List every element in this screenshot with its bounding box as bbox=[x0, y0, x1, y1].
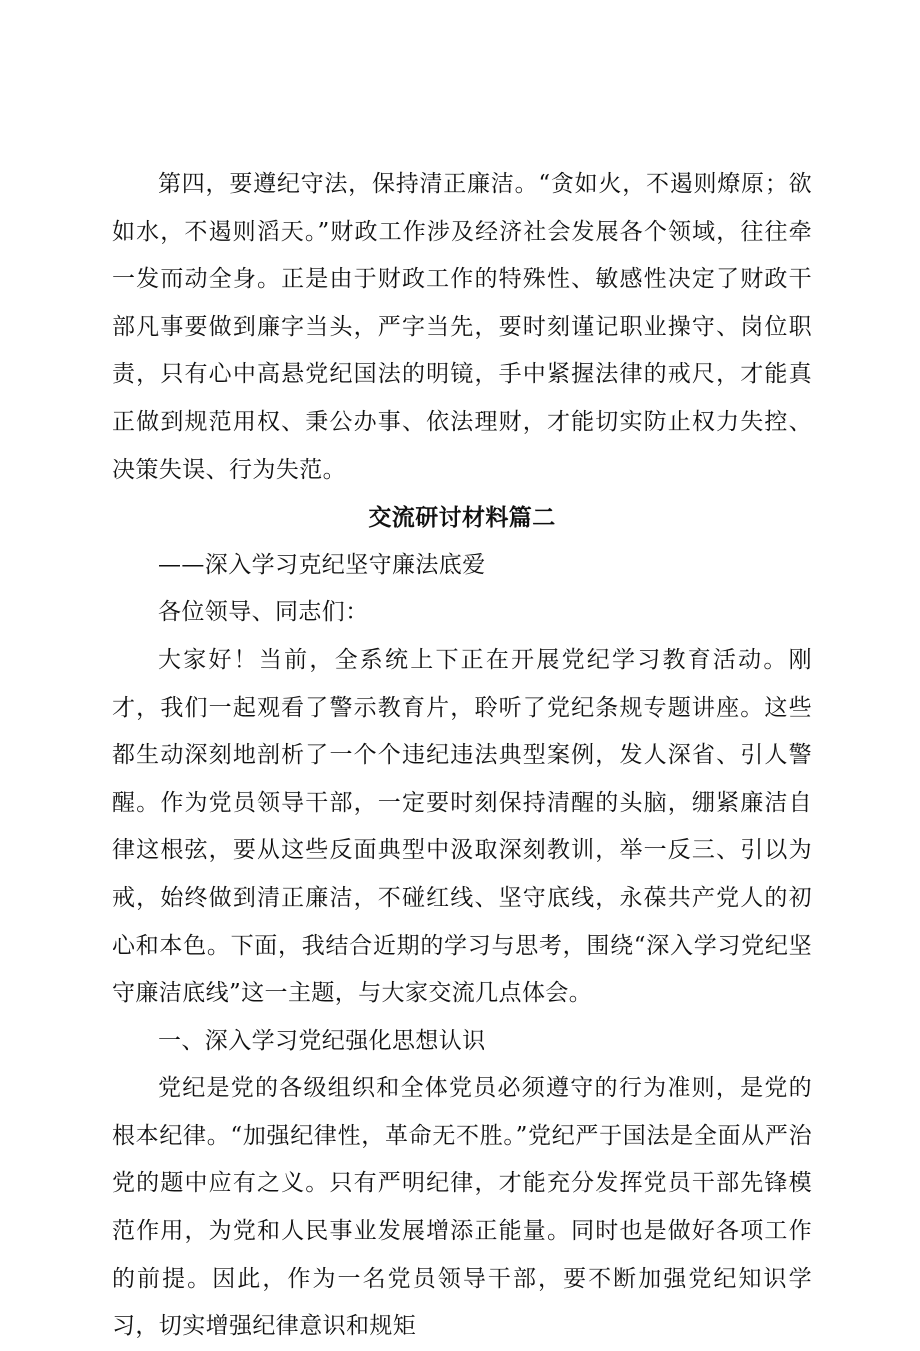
section-subtitle: ——深入学习克纪坚守廉法底爱 bbox=[158, 551, 486, 578]
section-title-1: 一、深入学习党纪强化思想认识 bbox=[158, 1027, 486, 1054]
paragraph-party-discipline: 党纪是党的各级组织和全体党员必须遵守的行为准则，是党的根本纪律。“加强纪律性，革命无不胜。”党纪严于国法是全面从严治党的题中应有之义。只有严明纪律，才能充分发挥党员干部先锋模范作用，为党和人民事业发展增添正能量。同时也是做好各项工作的前提。因此，作为一名党员领导干部，要不断加强党纪知识学习，切实增强纪律意识和规矩 bbox=[112, 1075, 812, 1340]
paragraph-opening: 大家好！当前，全系统上下正在开展党纪学习教育活动。刚才，我们一起观看了警示教育片，聆听了党纪条规专题讲座。这些都生动深刻地剖析了一个个违纪违法典型案例，发人深省、引人警醒。作为党员领导干部，一定要时刻保持清醒的头脑，绷紧廉洁自律这根弦，要从这些反面典型中汲取深刻教训，举一反三、引以为戒，始终做到清正廉洁，不碰红线、坚守底线，永葆共产党人的初心和本色。下面，我结合近期的学习与思考，围绕“深入学习党纪坚守廉洁底线”这一主题，与大家交流几点体会。 bbox=[112, 646, 812, 1007]
paragraph-fourth-point: 第四，要遵纪守法，保持清正廉洁。“贪如火，不遏则燎原；欲如水，不遏则滔天。”财政工作涉及经济社会发展各个领域，往往牵一发而动全身。正是由于财政工作的特殊性、敏感性决定了财政干部凡事要做到廉字当头，严字当先，要时刻谨记职业操守、岗位职责，只有心中高悬党纪国法的明镜，手中紧握法律的戒尺，才能真正做到规范用权、秉公办事、依法理财，才能切实防止权力失控、决策失误、行为失范。 bbox=[112, 171, 812, 483]
section-heading: 交流研讨材料篇二 bbox=[368, 504, 556, 532]
salutation: 各位领导、同志们： bbox=[158, 599, 369, 626]
document-body bbox=[112, 161, 812, 1351]
